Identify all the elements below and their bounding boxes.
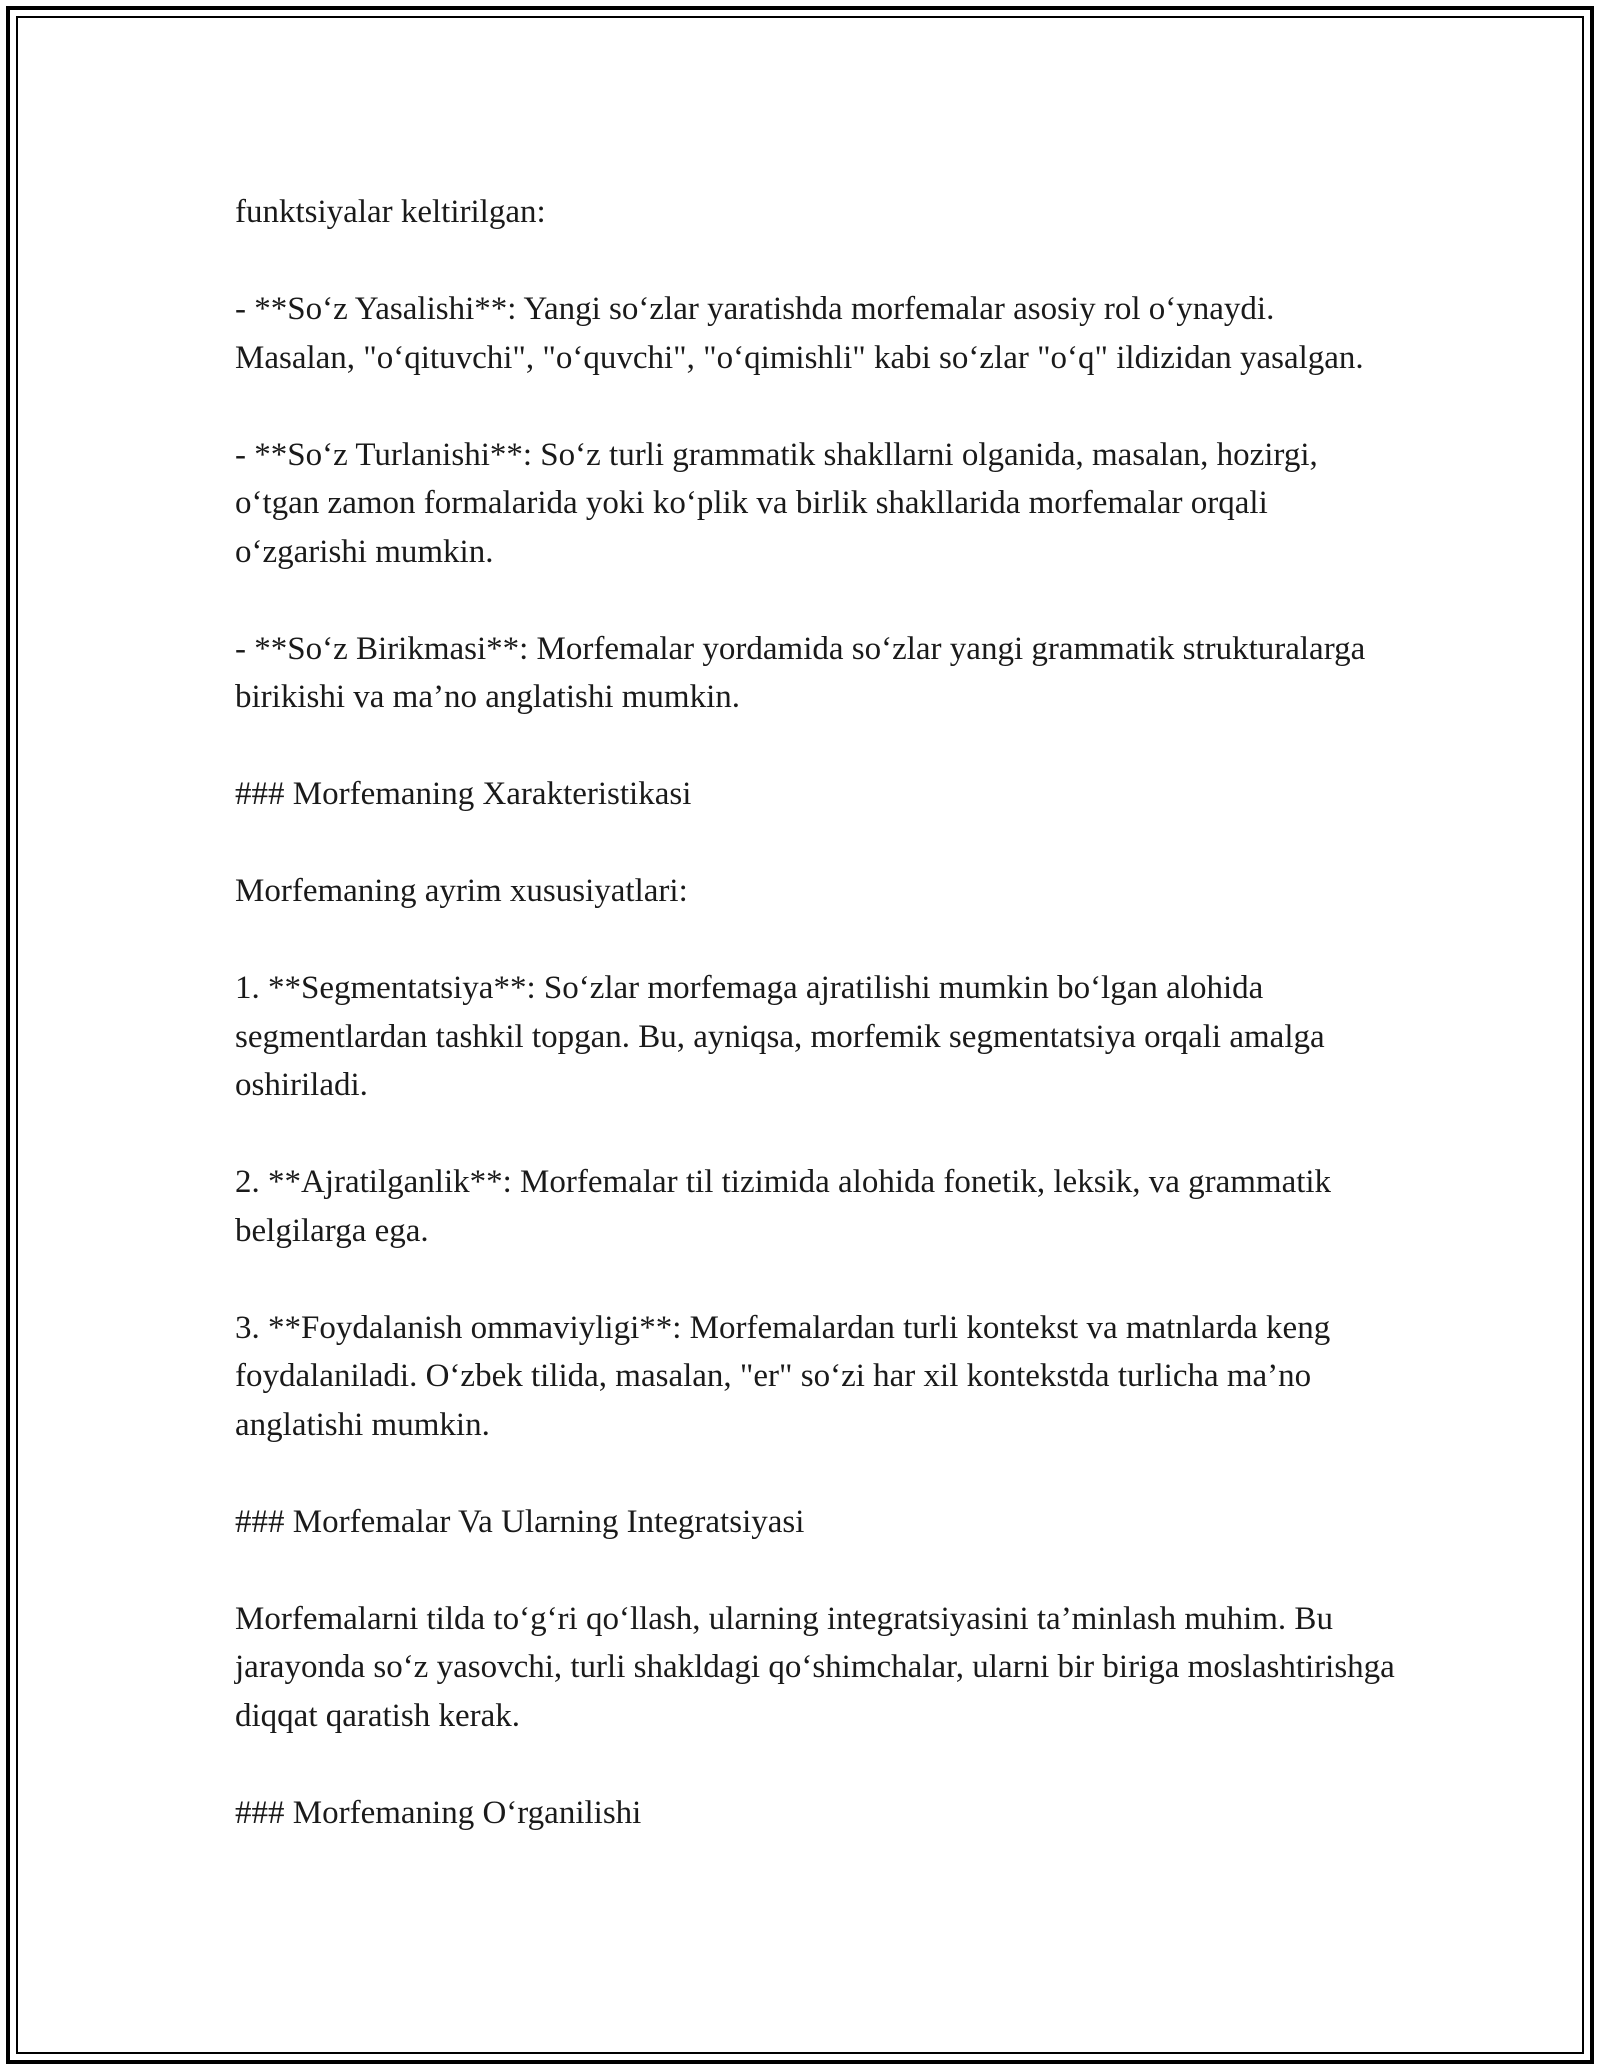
section-intro-xususiyatlari: Morfemaning ayrim xususiyatlari: <box>235 873 688 909</box>
section-heading-organilishi: ### Morfemaning O‘rganilishi <box>235 1794 642 1831</box>
list-item-soz-yasalishi: - **So‘z Yasalishi**: Yangi so‘zlar yaratishda morfemalar asosiy rol o‘ynaydi. Masalan, "o‘qituvchi", "o‘quvchi", "o‘qimishli" kabi so‘zlar "o‘q" ildizidan yasalgan. <box>235 291 1364 376</box>
numbered-item-foydalanish: 3. **Foydalanish ommaviyligi**: Morfemalardan turli kontekst va matnlarda keng foydalaniladi. O‘zbek tilida, masalan, "er" so‘zi har xil kontekstda turlicha ma’no anglatishi mumkin. <box>235 1309 1339 1443</box>
document-body <box>235 188 1404 1837</box>
section-heading-xarakteristikasi: ### Morfemaning Xarakteristikasi <box>235 776 692 812</box>
numbered-item-segmentatsiya: 1. **Segmentatsiya**: So‘zlar morfemaga ajratilishi mumkin bo‘lgan alohida segmentlardan tashkil topgan. Bu, ayniqsa, morfemik segmentatsiya orqali amalga oshiriladi. <box>235 970 1333 1103</box>
list-item-soz-turlanishi: - **So‘z Turlanishi**: So‘z turli grammatik shakllarni olganida, masalan, hozirgi, o‘tgan zamon formalarida yoki ko‘plik va birlik shakllarida morfemalar orqali o‘zgarishi mumkin. <box>235 436 1326 570</box>
section-heading-integratsiyasi: ### Morfemalar Va Ularning Integratsiyasi <box>235 1503 805 1540</box>
numbered-item-ajratilganlik: 2. **Ajratilganlik**: Morfemalar til tizimida alohida fonetik, leksik, va grammatik belgilarga ega. <box>235 1164 1340 1249</box>
paragraph-integratsiya: Morfemalarni tilda to‘g‘ri qo‘llash, ularning integratsiyasini ta’minlash muhim. Bu jarayonda so‘z yasovchi, turli shakldagi qo‘shimchalar, ularni bir biriga moslashtirishga diqqat qaratish kerak. <box>235 1600 1404 1734</box>
intro-line: funktsiyalar keltirilgan: <box>235 194 546 230</box>
list-item-soz-birikmasi: - **So‘z Birikmasi**: Morfemalar yordamida so‘zlar yangi grammatik strukturalarga birikishi va ma’no anglatishi mumkin. <box>235 630 1374 715</box>
